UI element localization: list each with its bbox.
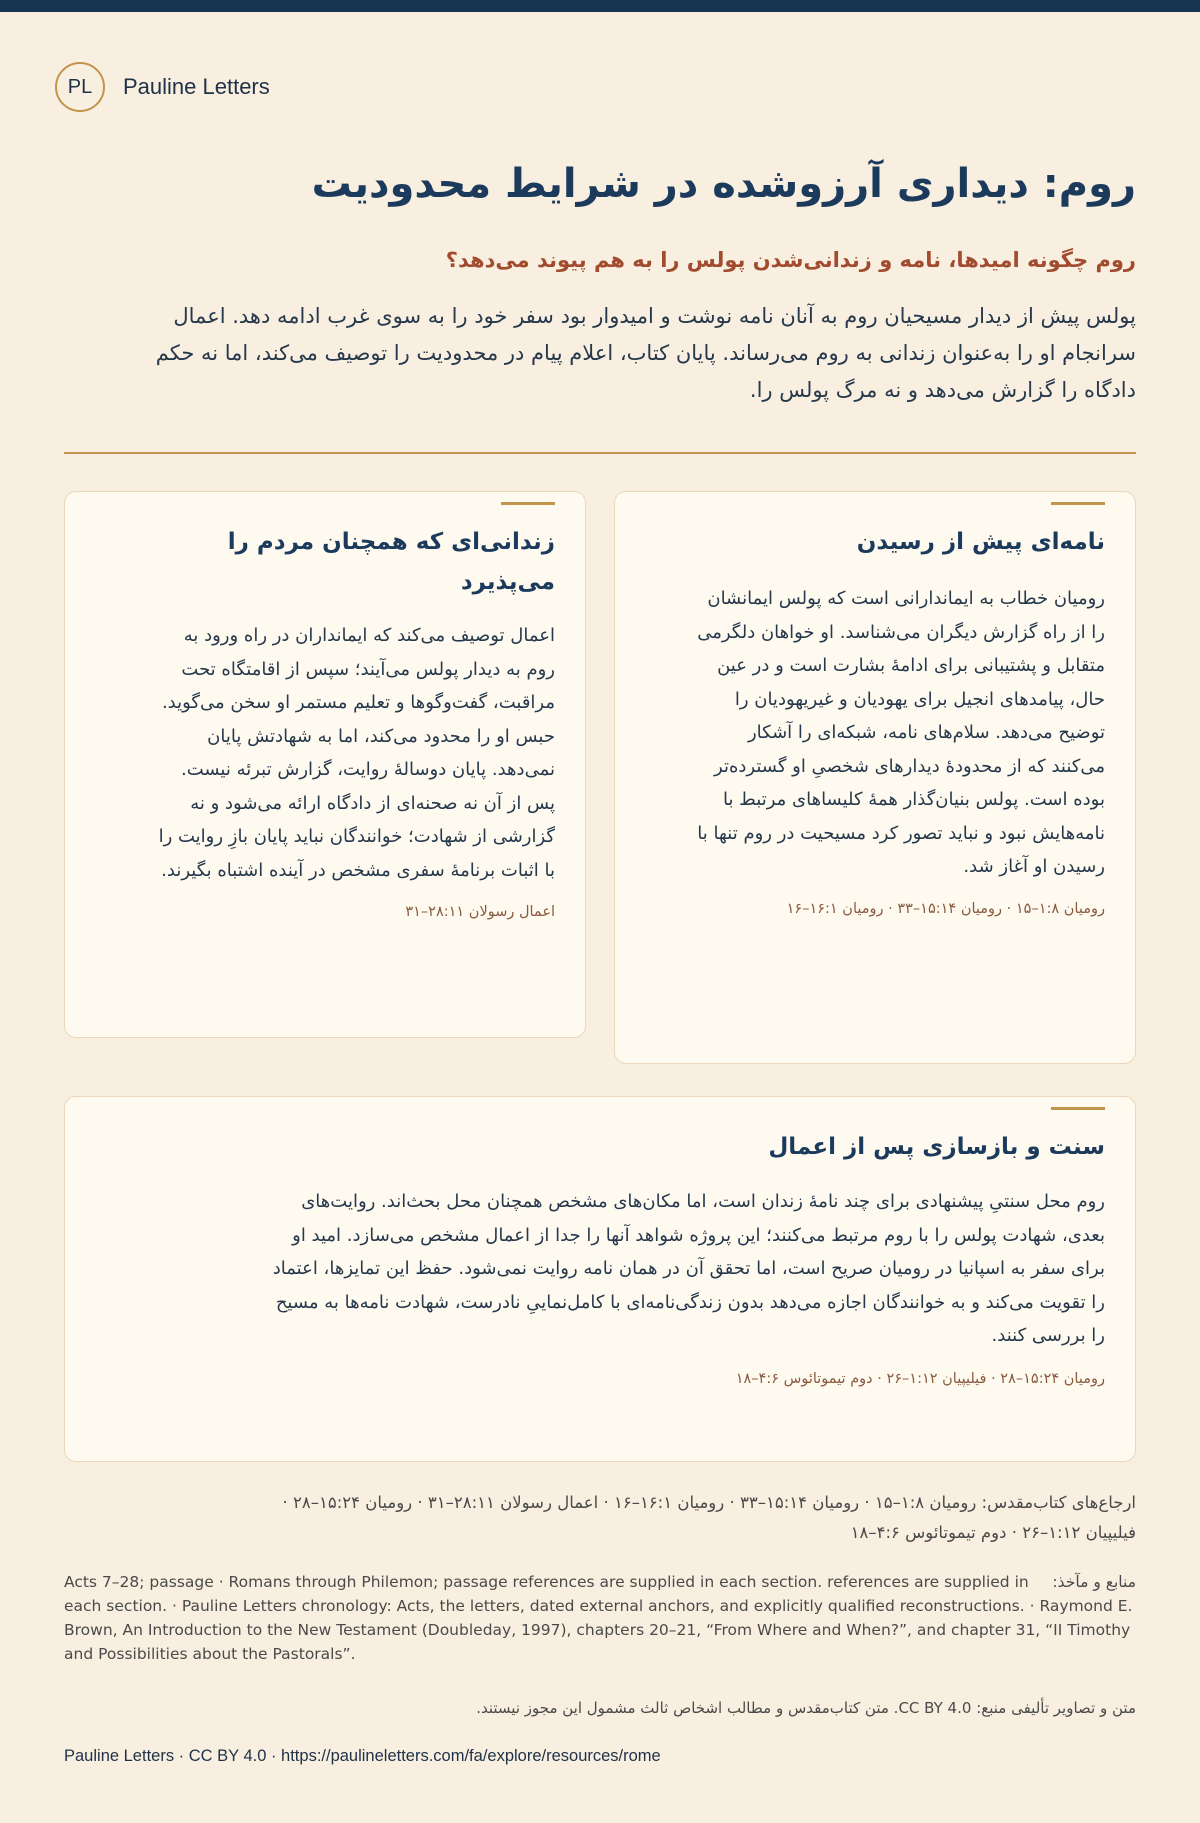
- section-heading: زندانی‌ای که همچنان مردم را می‌پذیرد: [227, 529, 555, 595]
- card-accent: [1051, 1107, 1105, 1110]
- top-bar: [0, 0, 1200, 12]
- site-logo: PL: [55, 62, 105, 112]
- page-subtitle: روم چگونه امیدها، نامه و زندانی‌شدن پولس را به هم پیوند می‌دهد؟: [445, 248, 1136, 272]
- sources-text: Acts 7–28; passage · Romans through Philemon; passage references are supplied in each section. references are supplied in each section. · Pauline Letters chronology: Acts, the letters, dated external anchors, and explicitly qualified reconstructions. · Raymond E. Brown, An Introduction to the New Testament (Doubleday, 1997), chapters 20–21, “From Where and When?”, and chapter 31, “II Timothy and Possibilities about the Pastorals”.: [64, 1573, 1133, 1663]
- site-name: Pauline Letters: [123, 74, 270, 99]
- card-accent: [501, 502, 555, 505]
- page-title: روم: دیداری آرزوشده در شرایط محدودیت: [311, 161, 1136, 207]
- section-references: رومیان ۱۵:۲۴–۲۸ · فیلیپیان ۱:۱۲–۲۶ · دوم تیموتائوس ۴:۶–۱۸: [735, 1370, 1105, 1387]
- section-references: اعمال رسولان ۲۸:۱۱–۳۱: [405, 904, 555, 920]
- section-heading: سنت و بازسازی پس از اعمال: [768, 1134, 1105, 1160]
- section-body: رومیان خطاب به ایماندارانی است که پولس ایمانشان را از راه گزارش دیگران می‌شناسد. او خواهان دلگرمی متقابل و پشتیبانی برای ادامهٔ بشارت است و در عین حال، پیامدهای انجیل برای یهودیان و غیریهودیان را توضیح می‌دهد. سلام‌های نامه، شبکه‌ای را آشکار می‌کنند که از محدودهٔ دیدارهای شخصیِ او گسترده‌تر بوده است. پولس بنیان‌گذار همهٔ کلیساهای مرتبط با نامه‌هایش نبود و نباید تصور کرد مسیحیت در روم تنها با رسیدن او آغاز شد.: [697, 588, 1105, 877]
- sources-block: [64, 1570, 1136, 1666]
- divider: [64, 452, 1136, 454]
- section-card-tradition: [64, 1096, 1136, 1462]
- site-brand[interactable]: [55, 62, 270, 112]
- section-references: رومیان ۱:۸–۱۵ · رومیان ۱۵:۱۴–۳۳ · رومیان ۱۶:۱–۱۶: [786, 900, 1105, 917]
- section-card-letter: [614, 491, 1136, 1064]
- sources-label: منابع و مآخذ:: [1052, 1573, 1136, 1591]
- section-heading: نامه‌ای پیش از رسیدن: [856, 529, 1105, 555]
- section-body: روم محل سنتیِ پیشنهادی برای چند نامهٔ زندان است، اما مکان‌های مشخص همچنان محل بحث‌اند. روایت‌های بعدی، شهادت پولس را با روم مرتبط می‌کنند؛ این پروژه شواهد آنها را جدا از اعمال مشخص می‌سازد. امید او برای سفر به اسپانیا در رومیان صریح است، اما تحقق آن در همان نامه روایت نمی‌شود. حفظ این تمایزها، اعتماد را تقویت می‌کند و به خوانندگان اجازه می‌دهد بدون زندگی‌نامه‌ای با کامل‌نماییِ نادرست، شهادت نامه‌ها به مسیح را بررسی کنند.: [272, 1191, 1105, 1346]
- card-accent: [1051, 502, 1105, 505]
- section-card-prisoner: [64, 491, 586, 1038]
- footer-citation[interactable]: Pauline Letters · CC BY 4.0 · https://paulineletters.com/fa/explore/resources/rome: [64, 1747, 661, 1765]
- scripture-references: ارجاع‌های کتاب‌مقدس: رومیان ۱:۸–۱۵ · رومیان ۱۵:۱۴–۳۳ · رومیان ۱۶:۱–۱۶ · اعمال رسولان ۲۸:۱۱–۳۱ · رومیان ۱۵:۲۴–۲۸ · فیلیپیان ۱:۱۲–۲۶ · دوم تیموتائوس ۴:۶–۱۸: [282, 1493, 1136, 1542]
- section-body: اعمال توصیف می‌کند که ایمانداران در راه ورود به روم به دیدار پولس می‌آیند؛ سپس از اقامتگاه تحت مراقبت، گفت‌وگوها و تعلیم مستمر او سخن می‌گوید. حبس او را محدود می‌کند، اما به شهادتش پایان نمی‌دهد. پایان دوسالهٔ روایت، گزارش تبرئه نیست. پس از آن نه صحنه‌ای از دادگاه ارائه می‌شود و نه گزارشی از شهادت؛ خوانندگان نباید پایان بازِ روایت را با اثبات برنامهٔ سفری مشخص در آینده اشتباه بگیرند.: [158, 625, 555, 881]
- license-note: متن و تصاویر تألیفی منبع: CC BY 4.0. متن کتاب‌مقدس و مطالب اشخاص ثالث مشمول این مجوز نیستند.: [476, 1699, 1136, 1717]
- intro-paragraph: پولس پیش از دیدار مسیحیان روم به آنان نامه نوشت و امیدوار بود سفر خود را به سوی غرب ادامه دهد. اعمال سرانجام او را به‌عنوان زندانی به روم می‌رساند. پایان کتاب، اعلام پیام در محدودیت را توصیف می‌کند، اما نه حکم دادگاه را گزارش می‌دهد و نه مرگ پولس را.: [155, 304, 1136, 402]
